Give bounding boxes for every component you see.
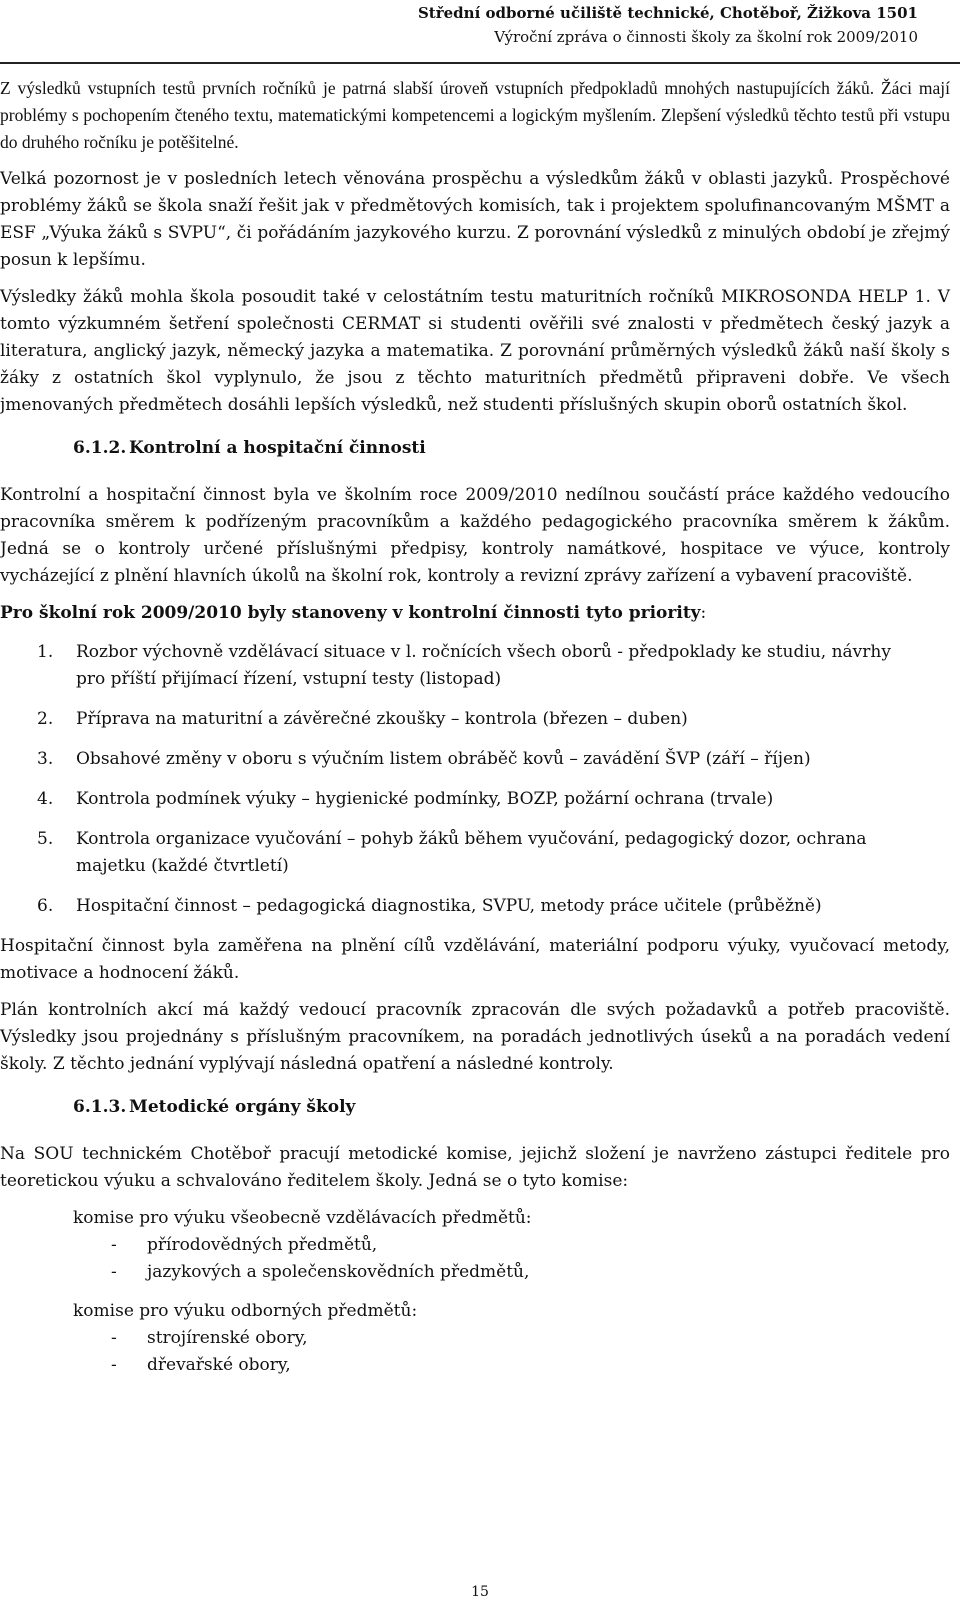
committee-items bbox=[73, 1232, 950, 1286]
paragraph-control-intro: Kontrolní a hospitační činnost byla ve školním roce 2009/2010 nedílnou součástí práce každého vedoucího pracovníka směrem k podřízeným pracovníkům a každého pedagogického pracovníka směrem k žákům. Jedná se o kontroly určené příslušnými předpisy, kontroly namátkové, hospitace ve výuce, kontroly vycházející z plnění hlavních úkolů na školní rok, kontroly a revizní zprávy zařízení a vybavení pracoviště. bbox=[0, 485, 950, 586]
committee-item-text: jazykových a společenskovědních předmětů, bbox=[147, 1262, 530, 1282]
section-heading-6-1-2 bbox=[73, 435, 950, 462]
committee-title: komise pro výuku všeobecně vzdělávacích předmětů: bbox=[73, 1208, 532, 1228]
header-school-name: Střední odborné učiliště technické, Chotěboř, Žižkova 1501 bbox=[417, 4, 918, 22]
section-number: 6.1.2. bbox=[73, 438, 127, 458]
page-content bbox=[0, 75, 950, 1391]
section-heading-6-1-3 bbox=[73, 1094, 950, 1121]
committee-title: komise pro výuku odborných předmětů: bbox=[73, 1301, 418, 1321]
priority-item bbox=[0, 706, 950, 733]
paragraph-plan: Plán kontrolních akcí má každý vedoucí pracovník zpracován dle svých požadavků a potřeb pracoviště. Výsledky jsou projednány s příslušným pracovníkem, na poradách jednotlivých úseků a na poradách vedení školy. Z těchto jednání vyplývají následná opatření a následné kontroly. bbox=[0, 1000, 950, 1074]
section-title: Metodické orgány školy bbox=[129, 1097, 356, 1117]
paragraph-mikrosonda: Výsledky žáků mohla škola posoudit také v celostátním testu maturitních ročníků MIKROSONDA HELP 1. V tomto výzkumném šetření společnosti CERMAT si studenti ověřili své znalosti v předmětech český jazyk a literatura, anglický jazyk, německý jazyka a matematika. Z porovnání průměrných výsledků žáků naší školy s žáky z ostatních škol vyplynulo, že jsou z těchto maturitních předmětů připraveni dobře. Ve všech jmenovaných předmětech dosáhli lepších výsledků, než studenti příslušných skupin oborů ostatních škol. bbox=[0, 287, 950, 415]
priority-item bbox=[0, 893, 950, 920]
priority-number: 4. bbox=[37, 789, 54, 809]
priority-text: Kontrola podmínek výuky – hygienické podmínky, BOZP, požární ochrana (trvale) bbox=[76, 789, 774, 809]
dash-bullet: - bbox=[111, 1328, 117, 1348]
committee-item bbox=[73, 1232, 950, 1259]
page-number: 15 bbox=[471, 1584, 489, 1600]
priority-text: Kontrola organizace vyučování – pohyb žáků během vyučování, pedagogický dozor, ochrana majetku (každé čtvrtletí) bbox=[76, 829, 867, 876]
paragraph-languages: Velká pozornost je v posledních letech věnována prospěchu a výsledkům žáků v oblasti jazyků. Prospěchové problémy žáků se škola snaží řešit jak v předmětových komisích, tak i projektem spolufinancovaným MŠMT a ESF „Výuka žáků s SVPU“, či pořádáním jazykového kurzu. Z porovnání výsledků z minulých období je zřejmý posun k lepšímu. bbox=[0, 169, 950, 270]
committees-list bbox=[0, 1205, 950, 1379]
priority-number: 2. bbox=[37, 709, 54, 729]
paragraph-hospitace: Hospitační činnost byla zaměřena na plnění cílů vzdělávání, materiální podporu výuky, vyučovací metody, motivace a hodnocení žáků. bbox=[0, 936, 950, 983]
priority-number: 3. bbox=[37, 749, 54, 769]
committee-item-text: strojírenské obory, bbox=[147, 1328, 308, 1348]
priorities-heading-colon: : bbox=[700, 603, 707, 623]
dash-bullet: - bbox=[111, 1262, 117, 1282]
section-number: 6.1.3. bbox=[73, 1097, 127, 1117]
priority-item bbox=[0, 639, 950, 693]
committee-items bbox=[73, 1325, 950, 1379]
priority-text: Rozbor výchovně vzdělávací situace v l. ročnících všech oborů - předpoklady ke studiu, návrhy pro příští přijímací řízení, vstupní testy (listopad) bbox=[76, 642, 891, 689]
priority-text: Příprava na maturitní a závěrečné zkoušky – kontrola (březen – duben) bbox=[76, 709, 688, 729]
committee-block bbox=[73, 1205, 950, 1286]
priorities-list bbox=[0, 639, 950, 920]
priority-item bbox=[0, 786, 950, 813]
priority-text: Hospitační činnost – pedagogická diagnostika, SVPU, metody práce učitele (průběžně) bbox=[76, 896, 822, 916]
priority-text: Obsahové změny v oboru s výučním listem obráběč kovů – zavádění ŠVP (září – říjen) bbox=[76, 749, 811, 769]
committee-item bbox=[73, 1325, 950, 1352]
paragraph-methodical-intro: Na SOU technickém Chotěboř pracují metodické komise, jejichž složení je navrženo zástupci ředitele pro teoretickou výuku a schvalováno ředitelem školy. Jedná se o tyto komise: bbox=[0, 1144, 950, 1191]
committee-item-text: přírodovědných předmětů, bbox=[147, 1235, 378, 1255]
dash-bullet: - bbox=[111, 1355, 117, 1375]
committee-item-text: dřevařské obory, bbox=[147, 1355, 291, 1375]
committee-block bbox=[73, 1298, 950, 1379]
committee-item bbox=[73, 1352, 950, 1379]
header-report-title: Výroční zpráva o činnosti školy za školní rok 2009/2010 bbox=[494, 28, 918, 46]
paragraph-entry-tests: Z výsledků vstupních testů prvních ročníků je patrná slabší úroveň vstupních předpokladů mnohých nastupujících žáků. Žáci mají problémy s pochopením čteného textu, matematickými kompetencemi a logickým myšlením. Zlepšení výsledků těchto testů při vstupu do druhého ročníku je potěšitelné. bbox=[0, 78, 950, 152]
priority-item bbox=[0, 746, 950, 773]
priority-number: 5. bbox=[37, 829, 54, 849]
priorities-heading-text: Pro školní rok 2009/2010 byly stanoveny v kontrolní činnosti tyto priority bbox=[0, 603, 701, 623]
section-title: Kontrolní a hospitační činnosti bbox=[129, 438, 426, 458]
priorities-heading bbox=[0, 600, 950, 627]
dash-bullet: - bbox=[111, 1235, 117, 1255]
priority-number: 1. bbox=[37, 642, 54, 662]
committee-item bbox=[73, 1259, 950, 1286]
priority-item bbox=[0, 826, 950, 880]
priority-number: 6. bbox=[37, 896, 54, 916]
page-header bbox=[0, 0, 960, 64]
